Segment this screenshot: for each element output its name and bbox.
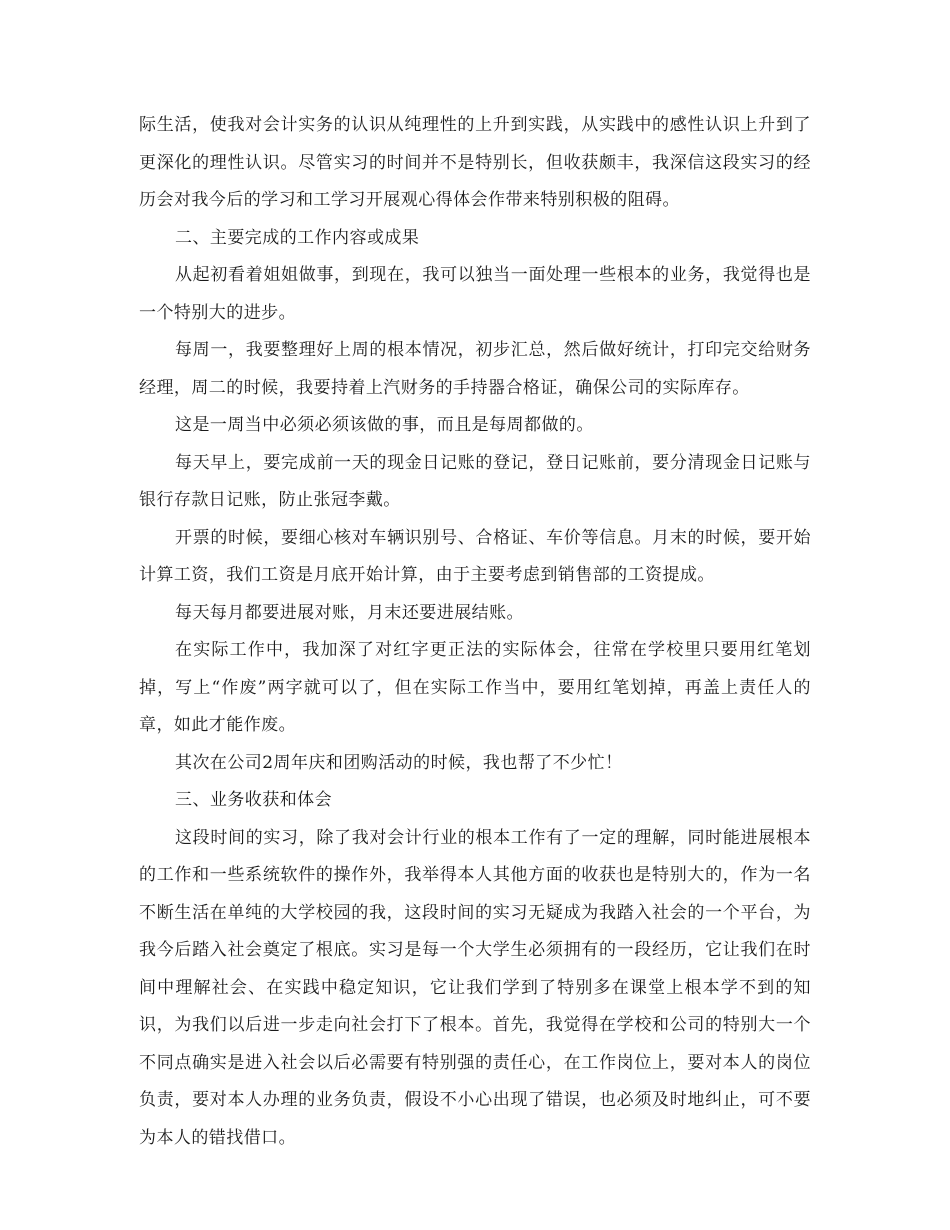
paragraph: 这段时间的实习，除了我对会计行业的根本工作有了一定的理解，同时能进展根本的工作和一些系统软件的操作外，我举得本人其他方面的收获也是特别大的，作为一名不断生活在单纯的大学校园的我，这段时间的实习无疑成为我踏入社会的一个平台，为我今后踏入社会奠定了根底。实习是每一个大学生必须拥有的一段经历，它让我们在时间中理解社会、在实践中稳定知识，它让我们学到了特别多在课堂上根本学不到的知识，为我们以后进一步走向社会打下了根本。首先，我觉得在学校和公司的特别大一个不同点确实是进入社会以后必需要有特别强的责任心，在工作岗位上，要对本人的岗位负责，要对本人办理的业务负责，假设不小心出现了错误，也必须及时地纠止，可不要为本人的错找借口。 bbox=[139, 827, 811, 1148]
paragraph: 每天每月都要进展对账，月末还要进展结账。 bbox=[175, 602, 524, 623]
paragraph: 从起初看着姐姐做事，到现在，我可以独当一面处理一些根本的业务，我觉得也是一个特别大的进步。 bbox=[139, 265, 811, 323]
section-heading-main-work: 二、主要完成的工作内容或成果 bbox=[175, 227, 420, 248]
paragraph: 开票的时候，要细心核对车辆识别号、合格证、车价等信息。月末的时候，要开始计算工资，我们工资是月底开始计算，由于主要考虑到销售部的工资提成。 bbox=[139, 527, 811, 585]
paragraph: 每天早上，要完成前一天的现金日记账的登记，登日记账前，要分清现金日记账与银行存款日记账，防止张冠李戴。 bbox=[139, 452, 811, 510]
paragraph: 每周一，我要整理好上周的根本情况，初步汇总，然后做好统计，打印完交给财务经理，周二的时候，我要持着上汽财务的手持器合格证，确保公司的实际库存。 bbox=[139, 340, 811, 398]
paragraph: 在实际工作中，我加深了对红字更正法的实际体会，往常在学校里只要用红笔划掉，写上“作废”两字就可以了，但在实际工作当中，要用红笔划掉，再盖上责任人的章，如此才能作废。 bbox=[139, 640, 811, 735]
paragraph-continuation: 际生活，使我对会计实务的认识从纯理性的上升到实践，从实践中的感性认识上升到了更深化的理性认识。尽管实习的时间并不是特别长，但收获颇丰，我深信这段实习的经历会对我今后的学习和工学习开展观心得体会作带来特别积极的阻碍。 bbox=[139, 115, 811, 210]
paragraph: 这是一周当中必须必须该做的事，而且是每周都做的。 bbox=[175, 415, 594, 435]
section-heading-gains: 三、业务收获和体会 bbox=[175, 790, 333, 810]
document-body bbox=[139, 107, 811, 1157]
paragraph: 其次在公司2周年庆和团购活动的时候，我也帮了不少忙！ bbox=[175, 752, 623, 773]
